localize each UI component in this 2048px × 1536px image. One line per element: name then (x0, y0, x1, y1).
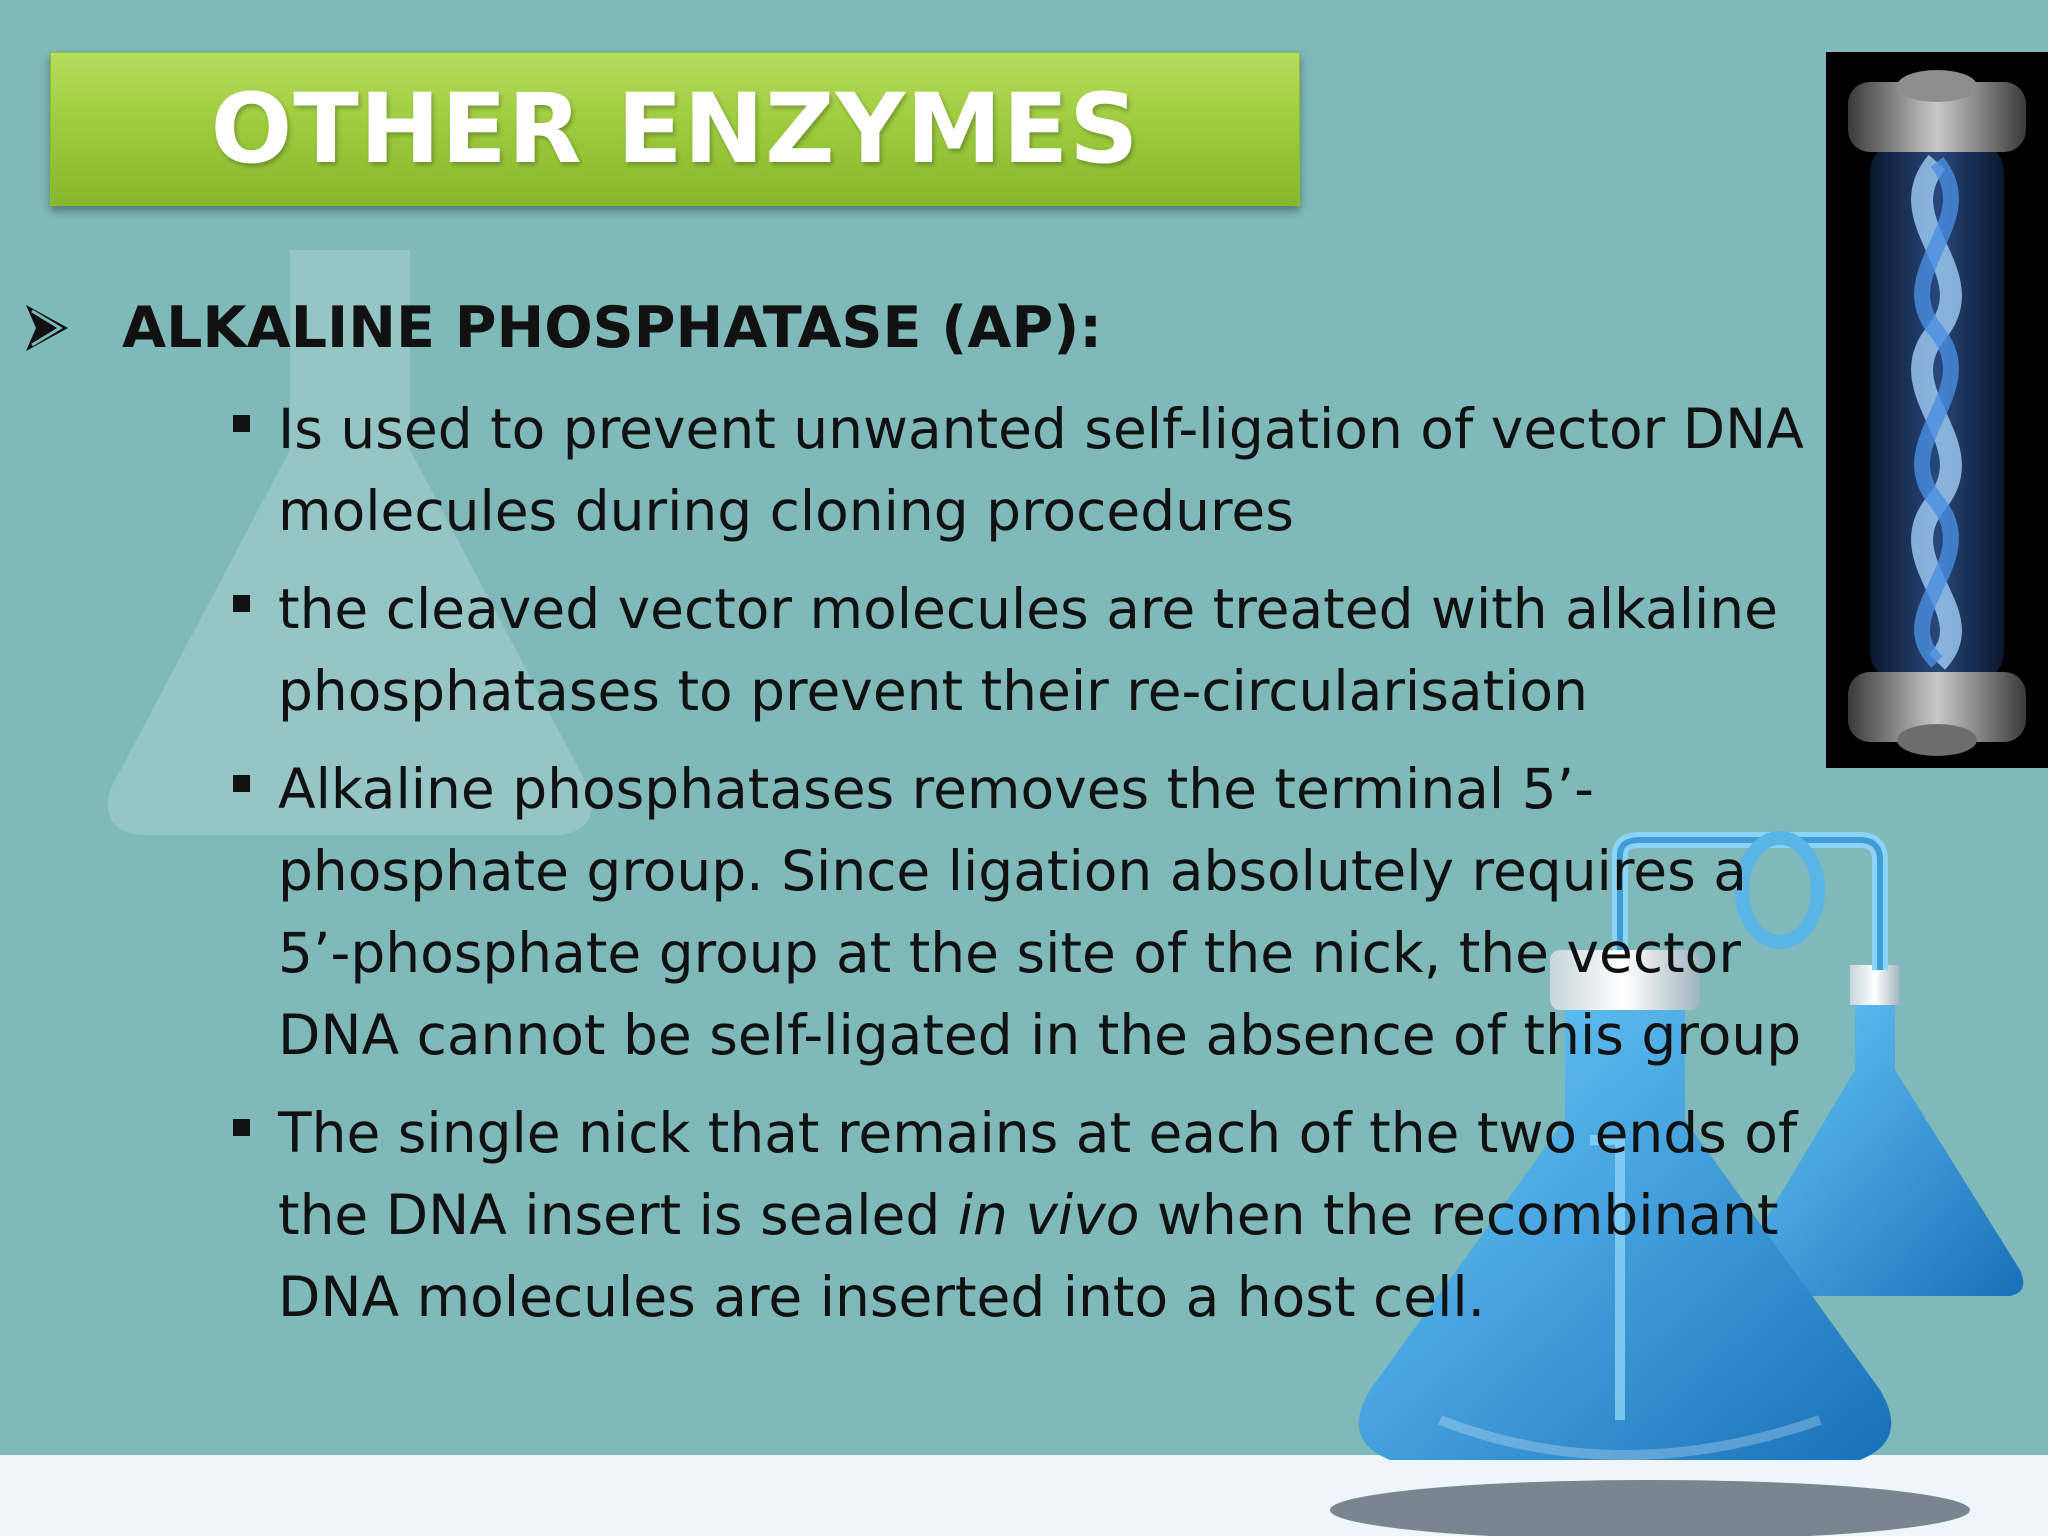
section-heading-row (24, 288, 1102, 368)
square-bullet-icon (233, 1119, 250, 1136)
bullet-text: Is used to prevent unwanted self-ligation of vector DNA molecules during cloning procedures (278, 397, 1804, 543)
bullet-text: Alkaline phosphatases removes the terminal 5’-phosphate group. Since ligation absolutely requires a 5’-phosphate group at the site of the nick, the vector DNA cannot be self-ligated in the absence of this group (278, 757, 1802, 1067)
list-item (230, 748, 1820, 1076)
bullet-text-part: when the recombinant DNA molecules are inserted into a host cell. (278, 1183, 1779, 1329)
section-heading: ALKALINE PHOSPHATASE (AP): (122, 295, 1103, 361)
italic-term: in vivo (957, 1183, 1140, 1247)
arrowhead-bullet-icon (24, 303, 70, 353)
list-item (230, 1092, 1820, 1338)
square-bullet-icon (233, 595, 250, 612)
bullet-text: the cleaved vector molecules are treated with alkaline phosphatases to prevent their re-circularisation (278, 577, 1778, 723)
list-item (230, 568, 1820, 732)
bullet-text-part: The single nick that remains at each of the two ends of the DNA insert is sealed (278, 1101, 1798, 1247)
bullet-text (278, 1101, 1797, 1329)
list-item (230, 388, 1820, 552)
square-bullet-icon (233, 415, 250, 432)
slide-title: OTHER ENZYMES (210, 73, 1140, 185)
bullet-list (230, 388, 1820, 1354)
square-bullet-icon (233, 775, 250, 792)
